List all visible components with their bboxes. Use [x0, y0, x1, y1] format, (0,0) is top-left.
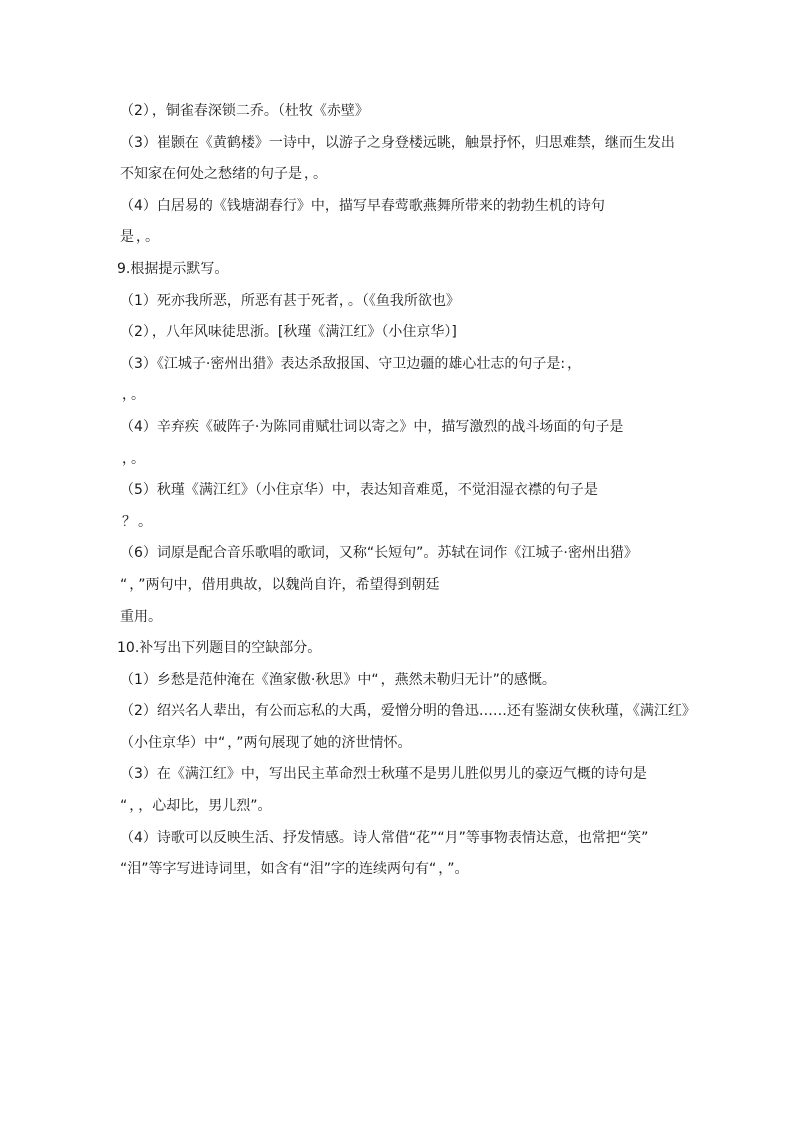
q9-item6-text: 重用。 [120, 608, 162, 625]
question-title: 10.补写出下列题目的空缺部分。 [117, 640, 322, 657]
q10-item3-line2 [120, 791, 680, 823]
q10-item1-text: ，燕然未勒归无计”的感慨。 [380, 671, 556, 688]
q9-item6-text: ”两句中，借用典故，以魏尚自许，希望得到朝廷 [138, 576, 440, 593]
q9-item2 [120, 317, 680, 349]
punctuation: 。 [138, 513, 152, 530]
q10-item4-line2 [120, 854, 680, 886]
q8-item2-prefix: （2） [120, 103, 150, 119]
punctuation: ， [227, 734, 235, 751]
punctuation: “ [120, 798, 128, 815]
q10-item3-text: ，心却比，男儿烈”。 [138, 798, 272, 815]
q8-item4-text: 是 [120, 229, 134, 246]
q8-item3-text: （3）崔颢在《黄鹤楼》一诗中，以游子之身登楼远眺，触景抒怀，归思难禁，继而生发出 [120, 134, 675, 151]
punctuation: ， [122, 387, 129, 404]
q10-item3-line1 [120, 759, 680, 791]
punctuation: ？ [122, 513, 136, 530]
q8-item2 [120, 96, 680, 128]
q10-item2-line1 [120, 696, 696, 728]
punctuation: ”。 [447, 861, 469, 878]
punctuation: ， [438, 861, 446, 878]
punctuation: ， [304, 166, 311, 183]
q9-item3-text: （3）《江城子·密州出猎》表达杀敌报国、守卫边疆的雄心壮志的句子是: [120, 355, 566, 372]
punctuation: ， [567, 355, 582, 372]
q8-item3-line1 [120, 128, 680, 160]
q10-item4-line1 [120, 823, 680, 855]
q10-item1-text: （1）乡愁是范仲淹在《渔家傲·秋思》中“ [120, 671, 379, 688]
q9-item4-text: （4）辛弃疾《破阵子·为陈同甫赋壮词以寄之》中，描写激烈的战斗场面的句子是 [120, 418, 624, 435]
q9-item3-line1 [120, 349, 680, 381]
q10-item1 [120, 665, 680, 697]
question-title: 9.根据提示默写。 [117, 260, 229, 277]
q9-item6-line1 [120, 538, 680, 570]
q10-item2-text: ”两句展现了她的济世情怀。 [236, 734, 412, 751]
q10-item2-text: （2）绍兴名人辈出，有公而忘私的大禹，爱憎分明的鲁迅……还有鉴湖女侠秋瑾，《满江红》 [120, 703, 696, 720]
q10-item2-text: （小住京华）中“ [120, 734, 226, 751]
punctuation: 。 [131, 450, 145, 467]
q10-item4-text: （4）诗歌可以反映生活、抒发情感。诗人常借“花”“月”等事物表情达意，也常把“笑” [120, 829, 649, 846]
q9-item1 [120, 286, 680, 318]
q10-title [117, 633, 680, 665]
q9-item6-line2 [120, 570, 680, 602]
q9-item2-prefix: （2） [120, 324, 150, 341]
q9-item6-text: （6）词原是配合音乐歌唱的歌词，又称“长短句”。苏轼在词作《江城子·密州出猎》 [120, 545, 638, 562]
q9-item2-text: ，八年风味徒思浙。[秋瑾《满江红》（小住京华）] [151, 324, 457, 341]
q8-item4-text: （4）白居易的《钱塘湖春行》中，描写早春莺歌燕舞所带来的勃勃生机的诗句 [120, 197, 605, 214]
q9-item6-line3 [120, 602, 680, 634]
q8-item2-text: ，铜雀春深锁二乔。（杜牧《赤壁》 [151, 103, 369, 119]
worksheet-content [117, 96, 696, 886]
q10-item2-line2 [120, 728, 680, 760]
q8-item4-line2 [120, 222, 680, 254]
punctuation: ， [129, 798, 137, 815]
punctuation: 。 [131, 387, 145, 404]
q10-item4-text: “泪”等字写进诗词里，如含有“泪”字的连续两句有“ [120, 861, 437, 878]
q9-item4-line2 [120, 444, 680, 476]
q9-item1-text: 。（《鱼我所欲也》 [347, 292, 460, 309]
punctuation: ， [129, 576, 137, 593]
punctuation: 。 [145, 229, 159, 246]
q9-title [117, 254, 680, 286]
q8-item4-line1 [120, 191, 680, 223]
q9-item3-line2 [120, 380, 680, 412]
punctuation: ， [136, 229, 143, 246]
punctuation: 。 [313, 166, 327, 183]
q9-item5-line1 [120, 475, 680, 507]
q9-item5-line2 [120, 507, 680, 539]
q9-item1-text: （1）死亦我所恶，所恶有甚于死者， [120, 292, 346, 309]
q8-item3-text: 不知家在何处之愁绪的句子是 [120, 166, 302, 183]
q9-item5-text: （5）秋瑾《满江红》（小住京华）中，表达知音难觅，不觉泪湿衣襟的句子是 [120, 482, 598, 499]
q8-item3-line2 [120, 159, 680, 191]
q9-item4-line1 [120, 412, 680, 444]
q10-item3-text: （3）在《满江红》中，写出民主革命烈士秋瑾不是男儿胜似男儿的豪迈气概的诗句是 [120, 766, 647, 783]
punctuation: “ [120, 576, 128, 593]
punctuation: ， [122, 450, 129, 467]
